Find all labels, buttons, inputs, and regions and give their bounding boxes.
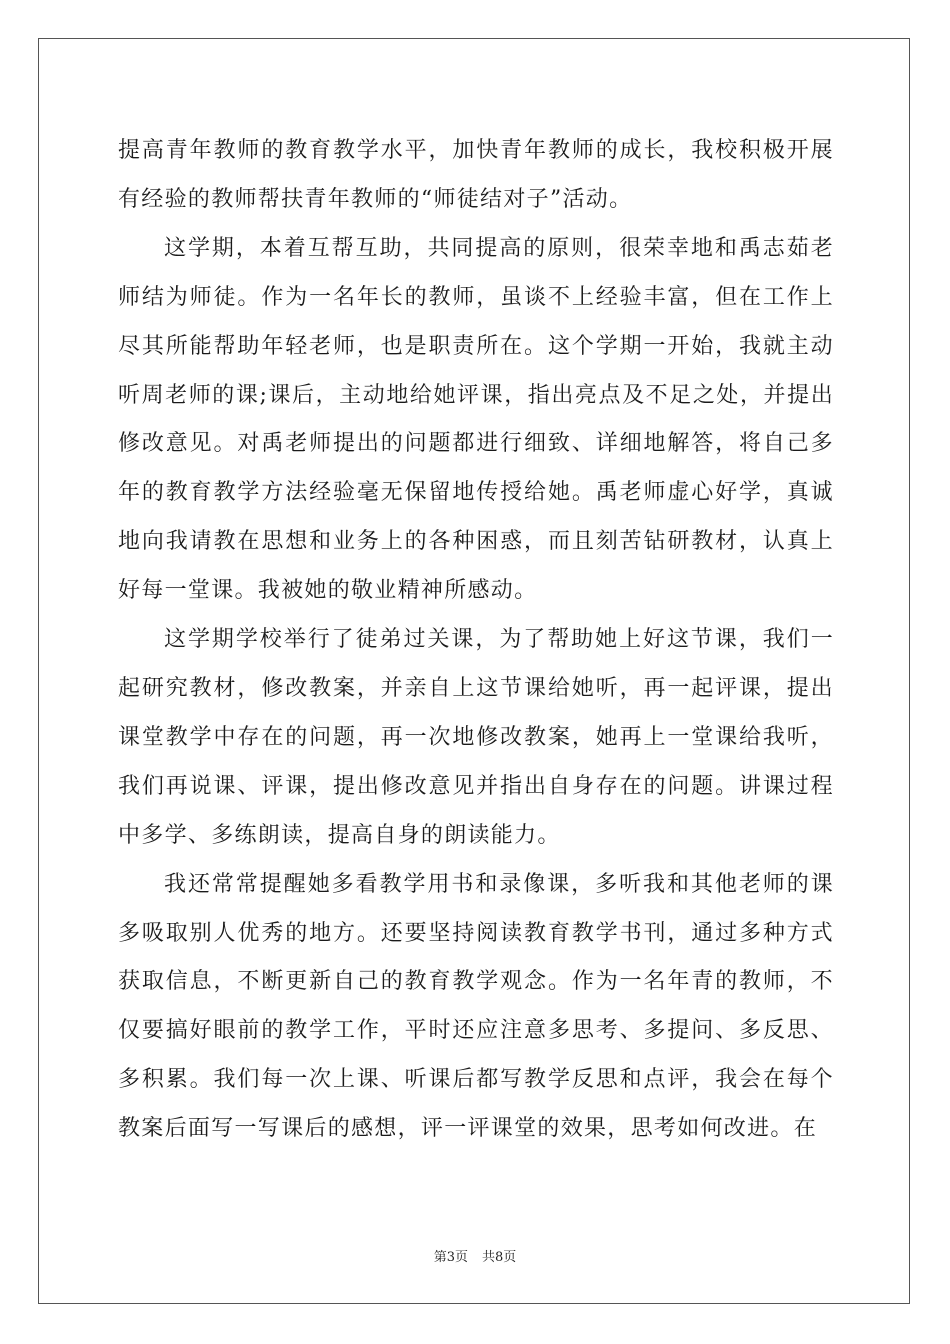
paragraph-3: 这学期学校举行了徒弟过关课，为了帮助她上好这节课，我们一起研究教材，修改教案，并亲自上这节课给她听，再一起评课，提出课堂教学中存在的问题，再一次地修改教案，她再上一堂课给我听，我们再说课、评课，提出修改意见并指出自身存在的问题。讲课过程中多学、多练朗读，提高自身的朗读能力。 xyxy=(118,627,834,848)
page-total: 共8页 xyxy=(482,1250,517,1265)
page-number: 第3页 xyxy=(433,1250,468,1265)
page-footer xyxy=(0,1246,950,1265)
paragraph-2: 这学期，本着互帮互助，共同提高的原则，很荣幸地和禹志茹老师结为师徒。作为一名年长的教师，虽谈不上经验丰富，但在工作上尽其所能帮助年轻老师，也是职责所在。这个学期一开始，我就主动听周老师的课;课后，主动地给她评课，指出亮点及不足之处，并提出修改意见。对禹老师提出的问题都进行细致、详细地解答，将自己多年的教育教学方法经验毫无保留地传授给她。禹老师虚心好学，真诚地向我请教在思想和业务上的各种困惑，而且刻苦钻研教材，认真上好每一堂课。我被她的敬业精神所感动。 xyxy=(118,235,834,604)
paragraph-4: 我还常常提醒她多看教学用书和录像课，多听我和其他老师的课多吸取别人优秀的地方。还要坚持阅读教育教学书刊，通过多种方式获取信息，不断更新自己的教育教学观念。作为一名年青的教师，不仅要搞好眼前的教学工作，平时还应注意多思考、多提问、多反思、多积累。我们每一次上课、听课后都写教学反思和点评，我会在每个教案后面写一写课后的感想，评一评课堂的效果，思考如何改进。在 xyxy=(118,871,834,1142)
paragraph-1: 提高青年教师的教育教学水平，加快青年教师的成长，我校积极开展有经验的教师帮扶青年教师的“师徒结对子”活动。 xyxy=(118,138,834,212)
document-body xyxy=(118,127,834,1154)
